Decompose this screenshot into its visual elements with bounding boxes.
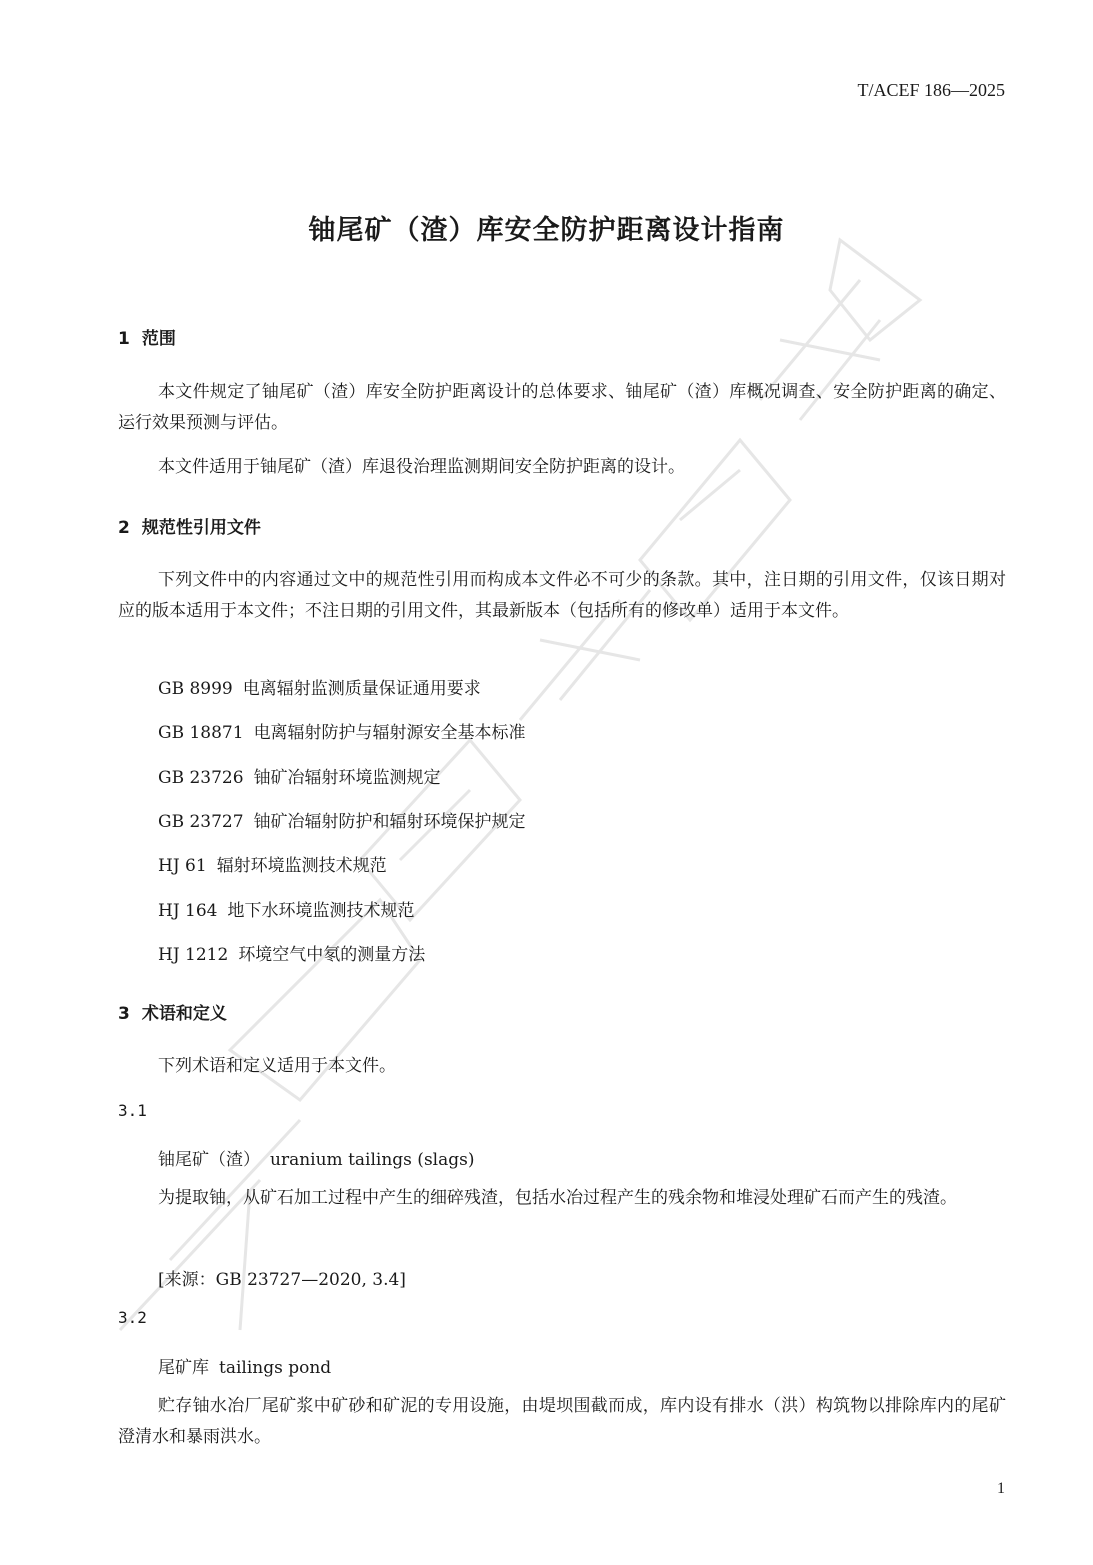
reference-code: HJ 1212 [158, 945, 229, 965]
reference-code: GB 8999 [158, 679, 233, 699]
term-number: 3.1 [118, 1101, 147, 1120]
term-zh: 尾矿库 [158, 1358, 209, 1378]
reference-title: 电离辐射防护与辐射源安全基本标准 [253, 723, 526, 743]
term-number: 3.2 [118, 1308, 147, 1327]
reference-code: GB 23727 [158, 812, 244, 832]
reference-title: 辐射环境监测技术规范 [216, 856, 387, 876]
reference-code: GB 23726 [158, 768, 244, 788]
reference-title: 铀矿冶辐射防护和辐射环境保护规定 [253, 812, 526, 832]
term-entry [158, 1353, 331, 1378]
section-title: 规范性引用文件 [141, 518, 261, 538]
reference-item [158, 940, 425, 965]
term-definition: 贮存铀水冶厂尾矿浆中矿砂和矿泥的专用设施，由堤坝围截而成，库内设有排水（洪）构筑物以排除库内的尾矿澄清水和暴雨洪水。 [118, 1396, 1006, 1447]
paragraph: 本文件适用于铀尾矿（渣）库退役治理监测期间安全防护距离的设计。 [158, 457, 685, 477]
paragraph: 下列术语和定义适用于本文件。 [158, 1056, 396, 1076]
document-title: 铀尾矿（渣）库安全防护距离设计指南 [308, 215, 785, 246]
section-2-heading [118, 513, 261, 538]
section-1-heading [118, 324, 176, 349]
paragraph: 本文件规定了铀尾矿（渣）库安全防护距离设计的总体要求、铀尾矿（渣）库概况调查、安全防护距离的确定、运行效果预测与评估。 [118, 382, 1006, 433]
paragraph: 下列文件中的内容通过文中的规范性引用而构成本文件必不可少的条款。其中，注日期的引用文件，仅该日期对应的版本适用于本文件；不注日期的引用文件，其最新版本（包括所有的修改单）适用于本文件。 [118, 570, 1006, 621]
section-title: 范围 [141, 329, 176, 349]
reference-title: 电离辐射监测质量保证通用要求 [242, 679, 481, 699]
reference-title: 铀矿冶辐射环境监测规定 [253, 768, 441, 788]
section-number: 1 [118, 329, 130, 349]
reference-code: GB 18871 [158, 723, 244, 743]
reference-item [158, 851, 387, 876]
reference-item [158, 674, 481, 699]
section-title: 术语和定义 [141, 1004, 227, 1024]
term-entry [158, 1145, 474, 1170]
reference-title: 环境空气中氡的测量方法 [238, 945, 426, 965]
reference-item [158, 718, 526, 743]
reference-item [158, 763, 441, 788]
section-number: 2 [118, 518, 130, 538]
reference-code: HJ 164 [158, 901, 218, 921]
term-source: [来源：GB 23727—2020, 3.4] [158, 1270, 406, 1290]
term-definition: 为提取铀，从矿石加工过程中产生的细碎残渣，包括水冶过程产生的残余物和堆浸处理矿石而产生的残渣。 [158, 1188, 957, 1208]
term-en: tailings pond [219, 1358, 332, 1378]
reference-code: HJ 61 [158, 856, 207, 876]
reference-title: 地下水环境监测技术规范 [227, 901, 415, 921]
reference-item [158, 896, 415, 921]
page-number: 1 [997, 1480, 1005, 1497]
section-3-heading [118, 999, 227, 1024]
term-en: uranium tailings (slags) [270, 1150, 475, 1170]
section-number: 3 [118, 1004, 130, 1024]
standard-code: T/ACEF 186—2025 [857, 80, 1005, 100]
term-zh: 铀尾矿（渣） [158, 1150, 260, 1170]
reference-item [158, 807, 526, 832]
